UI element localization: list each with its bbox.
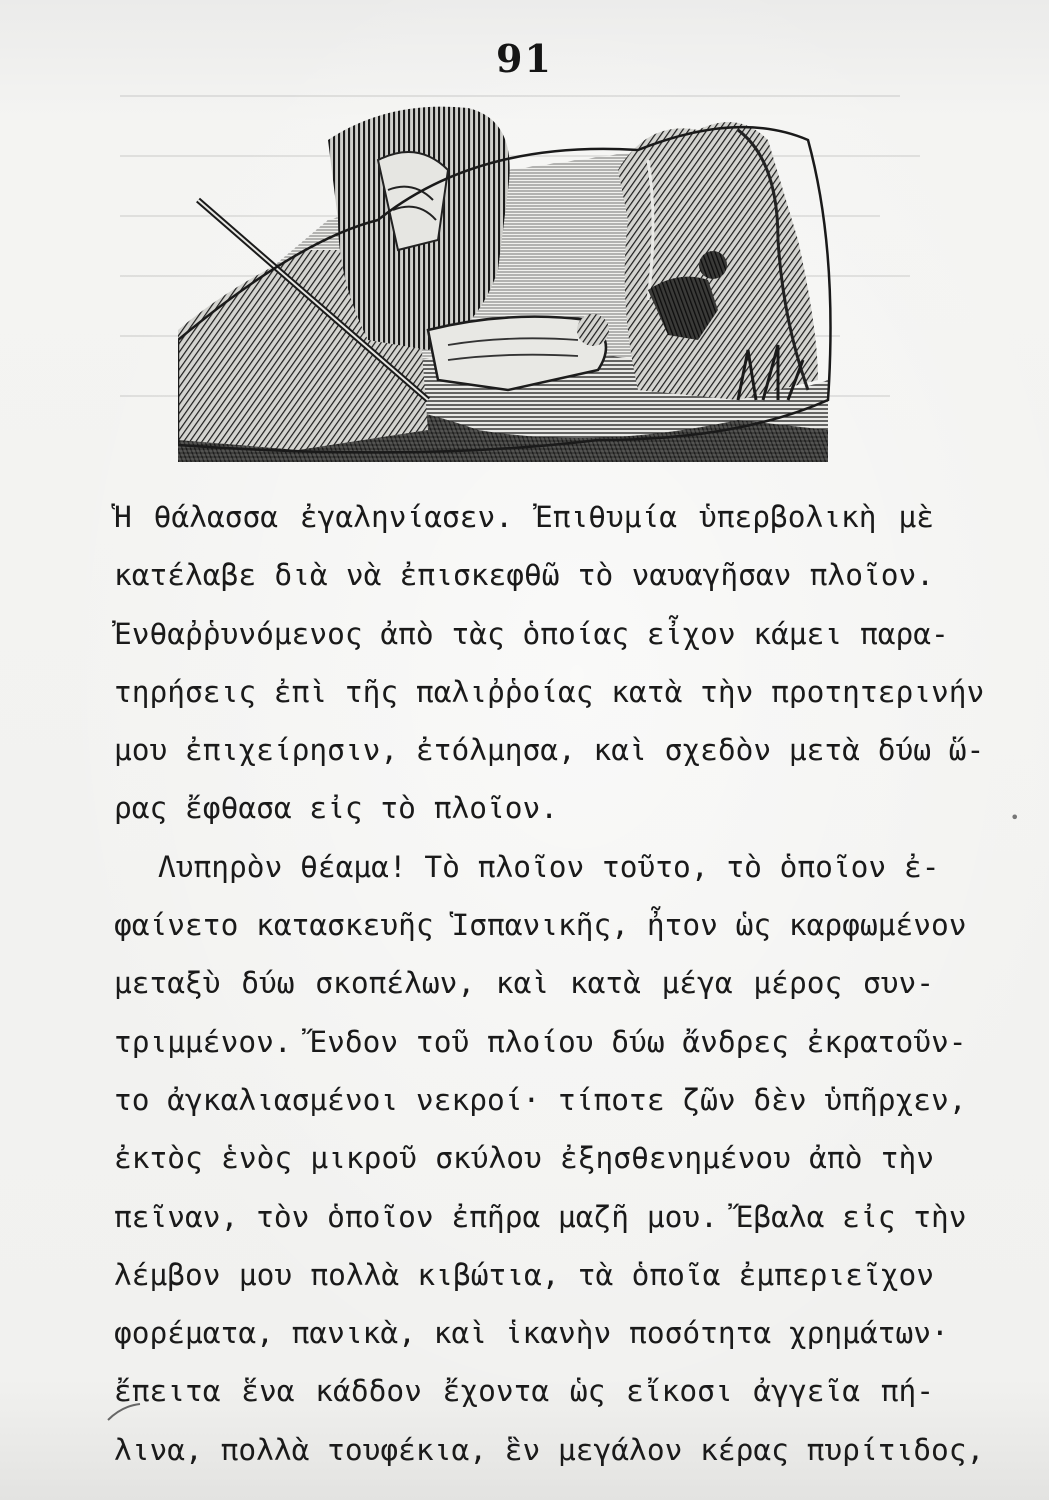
text-line: μεταξὺ δύω σκοπέλων, καὶ κατὰ μέγα μέρος συν- <box>114 966 934 1001</box>
page-number: 91 <box>496 36 553 81</box>
text-line: Λυπηρὸν θέαμα! Τὸ πλοῖον τοῦτο, τὸ ὁποῖον ἐ- <box>158 849 940 884</box>
text-line: φορέματα, πανικὰ, καὶ ἱκανὴν ποσότητα χρημάτων· <box>114 1316 949 1351</box>
text-line: το ἀγκαλιασμένοι νεκροί· τίποτε ζῶν δὲν ὑπῆρχεν, <box>114 1082 967 1117</box>
margin-speck: • <box>1010 808 1020 827</box>
text-line: τηρήσεις ἐπὶ τῆς παλιῤῥοίας κατὰ τὴν προτητερινήν <box>114 674 985 709</box>
text-line: πεῖναν, τὸν ὁποῖον ἐπῆρα μαζῆ μου. Ἔβαλα εἰς τὴν <box>114 1199 967 1234</box>
woodcut-illustration <box>178 100 838 462</box>
text-line: Ἐνθαῤῥυνόμενος ἀπὸ τὰς ὁποίας εἶχον κάμει παρα- <box>114 616 949 651</box>
body-text <box>114 488 985 1479</box>
text-line: μου ἐπιχείρησιν, ἐτόλμησα, καὶ σχεδὸν μετὰ δύω ὥ- <box>114 733 985 768</box>
text-line: λέμβον μου πολλὰ κιβώτια, τὰ ὁποῖα ἐμπεριεῖχον <box>114 1257 934 1292</box>
text-line: λινα, πολλὰ τουφέκια, ἓν μεγάλον κέρας πυρίτιδος, <box>114 1432 985 1467</box>
text-line: ἔπειτα ἕνα κάδδον ἔχοντα ὡς εἴκοσι ἀγγεῖα πή- <box>114 1374 934 1409</box>
text-line: κατέλαβε διὰ νὰ ἐπισκεφθῶ τὸ ναυαγῆσαν πλοῖον. <box>114 558 934 593</box>
text-line: φαίνετο κατασκευῆς Ἱσπανικῆς, ἦτον ὡς καρφωμένον <box>114 908 967 943</box>
margin-ink-mark <box>104 1400 144 1424</box>
text-line: τριμμένον. Ἔνδον τοῦ πλοίου δύω ἄνδρες ἐκρατοῦν- <box>114 1024 967 1059</box>
text-line: ἐκτὸς ἑνὸς μικροῦ σκύλου ἐξησθενημένου ἀπὸ τὴν <box>114 1141 934 1176</box>
text-line: ρας ἔφθασα εἰς τὸ πλοῖον. <box>114 791 559 826</box>
text-line: Ἡ θάλασσα ἐγαληνίασεν. Ἐπιθυμία ὑπερβολικὴ μὲ <box>114 500 934 534</box>
